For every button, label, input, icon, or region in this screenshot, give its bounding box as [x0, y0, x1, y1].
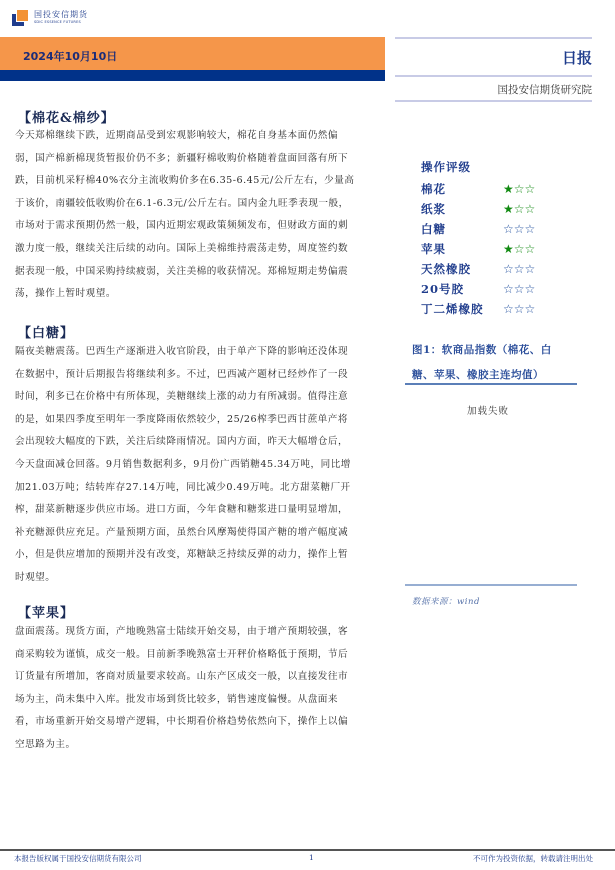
text-line: 荡，操作上暂时观望。	[15, 288, 116, 300]
text-line: 今天郑棉继续下跌，近期商品受到宏观影响较大，棉花自身基本面仍然偏	[15, 130, 338, 141]
text-line: 加21.03万吨；结转库存27.14万吨，同比减少0.49万吨。北方甜菜糖厂开	[15, 481, 351, 493]
star-rating-icon: ☆☆☆	[503, 222, 536, 236]
rating-commodity-name: 棉花	[421, 182, 446, 196]
ratings-title: 操作评级	[421, 160, 471, 174]
report-header-panel	[385, 37, 615, 102]
text-line: 今天盘面减仓回落。9月销售数据利多，9月份广西销糖45.34万吨，同比增	[15, 458, 351, 470]
star-rating-icon: ☆☆☆	[503, 302, 536, 316]
text-line: 市场对于需求预期仍然一般，国内近期宏观政策频频发布，但财政方面的刺	[15, 220, 349, 232]
rating-row-natural-rubber	[421, 259, 535, 279]
text-line: 在数据中，预计后期报告将继续利多。不过，巴西减产题材已经炒作了一段	[15, 368, 349, 380]
rating-row-apple	[421, 239, 535, 259]
text-line: 榨，甜菜新糖逐步供应市场。进口方面，今年食糖和糖浆进口量明显增加，	[15, 504, 349, 516]
text-line: 弱，国产棉新棉现货暂报价仍不多；新疆籽棉收购价格随着盘面回落有所下	[15, 152, 349, 164]
rating-row-pulp	[421, 199, 535, 219]
figure-load-failed-text: 加载失败	[467, 406, 510, 417]
rating-row-tsr20	[421, 279, 535, 299]
text-line: 场为主，尚未集中入库。批发市场到货比较多，销售速度偏慢。从盘面来	[15, 693, 338, 705]
operation-ratings-panel	[421, 159, 535, 319]
figure-title-line: 图1：软商品指数（棉花、白	[412, 344, 552, 356]
institute-name: 国投安信期货研究院	[497, 84, 592, 96]
text-line: 隔夜美糖震荡。巴西生产逐渐进入收官阶段，由于单产下降的影响还没体现	[15, 346, 349, 357]
divider	[395, 100, 592, 102]
text-line: 盘面震荡。现货方面，产地晚熟富士陆续开始交易，由于增产预期较强，客	[15, 626, 349, 637]
figure-data-source: 数据来源：wind	[412, 597, 480, 607]
star-rating-icon: ☆☆☆	[503, 282, 536, 296]
logo-english-name: SDIC ESSENCE FUTURES	[34, 20, 81, 25]
rating-commodity-name: 白糖	[421, 222, 446, 236]
text-line: 会出现较大幅度的下跌，关注后续降雨情况。国内方面，昨天大幅增仓后，	[15, 436, 349, 448]
report-date: 2024年10月10日	[23, 50, 118, 63]
logo-mark-icon	[12, 10, 28, 26]
divider	[395, 37, 592, 39]
page-number: 1	[309, 853, 314, 862]
star-rating-icon: ★☆☆	[503, 242, 536, 256]
footer-copyright: 本报告版权属于国投安信期货有限公司	[14, 854, 142, 863]
text-line: 据表现一般，中国采购持续疲弱，关注美棉的收获情况。郑棉短期走势偏震	[15, 265, 349, 277]
section-body-apple	[15, 621, 365, 757]
footer-disclaimer: 不可作为投资依据，转载请注明出处	[473, 854, 593, 863]
text-line: 订货量有所增加，客商对质量要求较高。山东产区成交一般，以直接发往市	[15, 671, 349, 683]
rating-commodity-name: 天然橡胶	[421, 262, 471, 276]
divider	[395, 75, 592, 77]
text-line: 跌，目前机采籽棉40%衣分主流收购价多在6.35-6.45元/公斤左右，少量高	[15, 175, 355, 187]
text-line: 时间，利多已在价格中有所体现，美糖继续上涨的动力有所减弱。值得注意	[15, 391, 349, 403]
text-line: 补充糖源供应充足。产量预期方面，虽然台风摩羯使得国产糖的增产幅度减	[15, 526, 349, 538]
figure-bottom-rule	[405, 584, 577, 586]
section-body-sugar	[15, 341, 365, 590]
logo-chinese-name: 国投安信期货	[34, 10, 88, 20]
figure-top-rule	[405, 383, 577, 385]
star-rating-icon: ★☆☆	[503, 182, 536, 196]
rating-row-sugar	[421, 219, 535, 239]
rating-commodity-name: 丁二烯橡胶	[421, 302, 484, 316]
text-line: 于该价，南疆较低收购价在6.1-6.3元/公斤左右。国内金九旺季表现一般，	[15, 197, 349, 209]
section-body-cotton	[15, 125, 365, 306]
figure-title	[412, 338, 582, 388]
text-line: 看，市场重新开始交易增产逻辑，中长期看价格趋势依然向下，操作上以偏	[15, 716, 349, 728]
company-logo	[12, 10, 88, 26]
text-line: 小，但是供应增加的预期并没有改变，郑糖缺乏持续反弹的动力，操作上暂	[15, 549, 349, 561]
section-title-cotton: 【棉花&棉纱】	[18, 111, 115, 126]
rating-commodity-name: 苹果	[421, 242, 446, 256]
rating-row-butadiene-rubber	[421, 299, 535, 319]
text-line: 时观望。	[15, 571, 56, 583]
section-title-apple: 【苹果】	[18, 606, 75, 621]
text-line: 空思路为主。	[15, 738, 76, 750]
rating-commodity-name: 纸浆	[421, 202, 446, 216]
figure-title-line: 糖、苹果、橡胶主连均值）	[412, 369, 544, 381]
star-rating-icon: ★☆☆	[503, 202, 536, 216]
report-type-title: 日报	[561, 49, 592, 67]
section-title-sugar: 【白糖】	[18, 326, 75, 341]
rating-commodity-name: 20号胶	[421, 282, 465, 296]
rating-row-cotton	[421, 179, 535, 199]
star-rating-icon: ☆☆☆	[503, 262, 536, 276]
footer-divider	[0, 849, 615, 851]
text-line: 的是，如果四季度至明年一季度降雨依然较少，25/26榨季巴西甘蔗单产将	[15, 413, 348, 425]
text-line: 激力度一般，继续关注后续的动向。国际上美棉维持震荡走势，周度签约数	[15, 242, 349, 254]
text-line: 商采购较为谨慎，成交一般。目前新季晚熟富士开秤价格略低于预期，节后	[15, 648, 349, 660]
